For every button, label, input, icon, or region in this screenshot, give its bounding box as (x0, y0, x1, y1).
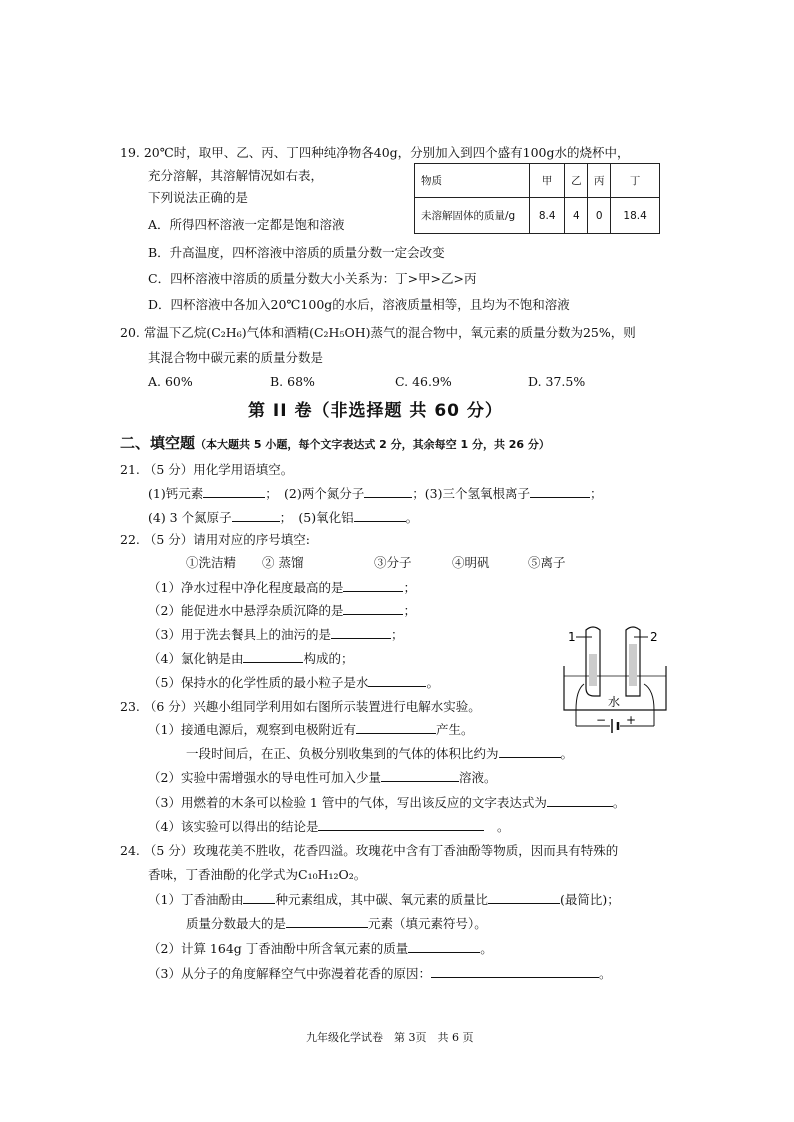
q22-item-4 (148, 649, 353, 667)
q22-blank2[interactable] (343, 602, 403, 615)
q22-item-5-end: 。 (426, 675, 439, 690)
q22-item-3 (148, 625, 403, 643)
q24-item-1b-end: 元素（填元素符号）。 (368, 916, 487, 931)
q23-item-1-end: 产生。 (435, 722, 474, 737)
q22-blank1[interactable] (343, 579, 403, 592)
table-header-bing: 丙 (588, 164, 611, 198)
q24-stem-line2 (148, 865, 366, 883)
q21-item3-label: (3)三个氢氧根离子 (424, 486, 530, 501)
table-cell-ding: 18.4 (611, 198, 660, 234)
q22-item-3-end: ； (390, 627, 404, 642)
q22-choice-3: ③分子 (374, 555, 412, 570)
q23-stem: 23. （6 分）兴趣小组同学利用如右图所示装置进行电解水实验。 (120, 699, 481, 714)
q24-blank2[interactable] (488, 891, 560, 904)
q24-stem-line2-end: 。 (353, 867, 367, 882)
q21-blank5[interactable] (354, 509, 406, 522)
q22-item-2 (148, 601, 416, 619)
q22-item-1-text: （1）净水过程中净化程度最高的是 (148, 580, 344, 595)
figure-plus-sign: + (626, 713, 637, 727)
table-header-ding: 丁 (611, 164, 660, 198)
q23-blank1[interactable] (356, 721, 436, 734)
q21-item5-number: (5) (298, 510, 317, 525)
q20-option-c: C. 46.9% (395, 374, 452, 389)
section2-header (120, 432, 550, 453)
q22-item-5-text: （5）保持水的化学性质的最小粒子是水 (148, 675, 369, 690)
table-row-label: 未溶解固体的质量/g (415, 198, 530, 234)
table-header-jia: 甲 (530, 164, 565, 198)
q21-sep1: ； (265, 486, 272, 501)
q23-item-1b (186, 744, 573, 762)
q23-item-1b-text: 一段时间后，在正、负极分别收集到的气体的体积比约为 (186, 746, 499, 761)
q21-stem: 21. （5 分）用化学用语填空。 (120, 462, 294, 477)
q24-item-3-text: （3）从分子的角度解释空气中弥漫着花香的原因： (148, 966, 431, 981)
table-cell-jia: 8.4 (530, 198, 565, 234)
q21-item1-label: (1)钙元素 (148, 486, 204, 501)
q23-item-3-text: （3）用燃着的木条可以检验 1 管中的气体，写出该反应的文字表达式为 (148, 795, 547, 810)
q21-end: 。 (405, 510, 419, 525)
figure-gas-2 (629, 644, 637, 686)
section2-note: （本大题共 5 小题，每个文字表达式 2 分，其余每空 1 分，共 26 分） (195, 438, 550, 451)
q24-blank4[interactable] (408, 940, 480, 953)
q24-formula: C₁₀H₁₂O₂ (298, 867, 354, 882)
page-footer: 九年级化学试卷 第 3页 共 6 页 (306, 1031, 474, 1044)
q23-item-4-text: （4）该实验可以得出的结论是 (148, 819, 319, 834)
q23-item-2-end: 溶液。 (458, 770, 497, 785)
q24-item-1b-text: 质量分数最大的是 (186, 916, 287, 931)
q21-sep2: ； (412, 486, 425, 501)
q24-item-3 (148, 964, 611, 982)
q23-blank2[interactable] (499, 745, 561, 758)
q21-item5-label: 氧化铝 (316, 510, 354, 525)
q23-blank4[interactable] (547, 794, 613, 807)
q21-blank2[interactable] (364, 485, 412, 498)
q19-option-c: C．四杯溶液中溶质的质量分数大小关系为：丁>甲>乙>丙 (148, 271, 477, 286)
q21-line2 (148, 508, 418, 526)
q23-item-4 (148, 817, 510, 835)
q23-blank5[interactable] (318, 818, 484, 831)
q24-blank3[interactable] (286, 915, 368, 928)
figure-label-2: 2 (650, 630, 658, 644)
q21-sep4: ； (279, 510, 286, 525)
q24-item-1 (148, 890, 620, 908)
q21-sep3: ； (589, 486, 603, 501)
table-cell-yi: 4 (565, 198, 588, 234)
q22-choice-2: ② 蒸馏 (262, 555, 304, 570)
q19-option-b: B．升高温度，四杯溶液中溶质的质量分数一定会改变 (148, 245, 445, 260)
figure-wire-left (576, 684, 584, 710)
q22-item-4-text: （4）氯化钠是由 (148, 651, 244, 666)
q21-blank3[interactable] (530, 485, 590, 498)
q23-item-1-text: （1）接通电源后，观察到电极附近有 (148, 722, 356, 737)
q23-item-3-end: 。 (612, 795, 626, 810)
q24-item-1-mid: 种元素组成，其中碳、氧元素的质量比 (275, 892, 488, 907)
q22-blank3[interactable] (331, 626, 391, 639)
q21-blank4[interactable] (232, 509, 280, 522)
q22-choice-4: ④明矾 (452, 555, 490, 570)
q24-item-1-text: （1）丁香油酚由 (148, 892, 244, 907)
table-cell-bing: 0 (588, 198, 611, 234)
q24-stem-line2-text: 香味，丁香油酚的化学式为 (148, 867, 299, 882)
table-header-yi: 乙 (565, 164, 588, 198)
q22-item-4-end: 构成的； (303, 651, 354, 666)
q23-blank3[interactable] (381, 769, 459, 782)
figure-water-label: 水 (608, 695, 621, 709)
q24-item-1-end: (最简比)； (559, 892, 620, 907)
q22-blank5[interactable] (368, 674, 426, 687)
q23-item-1b-end: 。 (560, 746, 574, 761)
q24-item-1b (186, 914, 487, 932)
q22-item-1 (148, 578, 416, 596)
figure-minus-sign: − (596, 713, 607, 727)
q23-item-4-end: 。 (496, 819, 510, 834)
q24-item-2-end: 。 (480, 941, 493, 956)
q20-option-b: B. 68% (270, 374, 315, 389)
q22-item-2-end: ； (403, 603, 416, 618)
figure-wire-right (644, 684, 654, 710)
figure-label-1: 1 (568, 630, 576, 644)
q22-item-3-text: （3）用于洗去餐具上的油污的是 (148, 627, 331, 642)
q23-item-2 (148, 768, 496, 786)
q20-option-d: D. 37.5% (528, 374, 586, 389)
q22-item-1-end: ； (403, 580, 416, 595)
q21-item2-label: (2)两个氮分子 (284, 486, 365, 501)
q23-item-2-text: （2）实验中需增强水的导电性可加入少量 (148, 770, 381, 785)
solubility-table (414, 163, 660, 234)
q22-item-5 (148, 673, 439, 691)
electrolysis-apparatus-figure (556, 626, 676, 738)
q20-stem-line2: 其混合物中碳元素的质量分数是 (148, 350, 324, 365)
figure-gas-1 (589, 654, 597, 686)
q19-option-d: D．四杯溶液中各加入20℃100g的水后，溶液质量相等，且均为不饱和溶液 (148, 297, 570, 312)
q23-item-3 (148, 793, 625, 811)
q19-option-a: A．所得四杯溶液一定都是饱和溶液 (148, 217, 345, 232)
q23-item-1 (148, 720, 473, 738)
q19-stem-line3: 下列说法正确的是 (148, 190, 249, 205)
part2-title: 第 II 卷（非选择题 共 60 分） (248, 401, 503, 421)
q22-choice-1: ①洗洁精 (186, 555, 237, 570)
q24-stem-line1: 24. （5 分）玫瑰花美不胜收，花香四溢。玫瑰花中含有丁香油酚等物质，因而具有特殊的 (120, 843, 619, 858)
q21-line1 (148, 484, 602, 502)
q19-stem-line1: 19. 20℃时，取甲、乙、丙、丁四种纯净物各40g，分别加入到四个盛有100g水的烧杯中， (120, 145, 630, 160)
section2-title: 二、填空题 (120, 434, 196, 452)
q22-blank4[interactable] (243, 650, 303, 663)
q21-blank1[interactable] (203, 485, 265, 498)
table-header-substance: 物质 (415, 164, 530, 198)
q24-item-2 (148, 939, 493, 957)
q19-stem-line2: 充分溶解，其溶解情况如右表， (148, 168, 324, 183)
q24-blank5[interactable] (431, 965, 599, 978)
q21-item4-label: (4) 3 个氮原子 (148, 510, 232, 525)
q20-stem-line1: 20. 常温下乙烷(C₂H₆)气体和酒精(C₂H₅OH)蒸气的混合物中，氧元素的质量分数为25%，则 (120, 325, 636, 340)
q22-choice-5: ⑤离子 (528, 555, 566, 570)
q22-stem: 22. （5 分）请用对应的序号填空: (120, 532, 310, 547)
q22-item-2-text: （2）能促进水中悬浮杂质沉降的是 (148, 603, 344, 618)
q24-item-3-end: 。 (598, 966, 612, 981)
q20-option-a: A. 60% (148, 374, 193, 389)
q24-blank1[interactable] (243, 891, 275, 904)
q24-item-2-text: （2）计算 164g 丁香油酚中所含氧元素的质量 (148, 941, 409, 956)
